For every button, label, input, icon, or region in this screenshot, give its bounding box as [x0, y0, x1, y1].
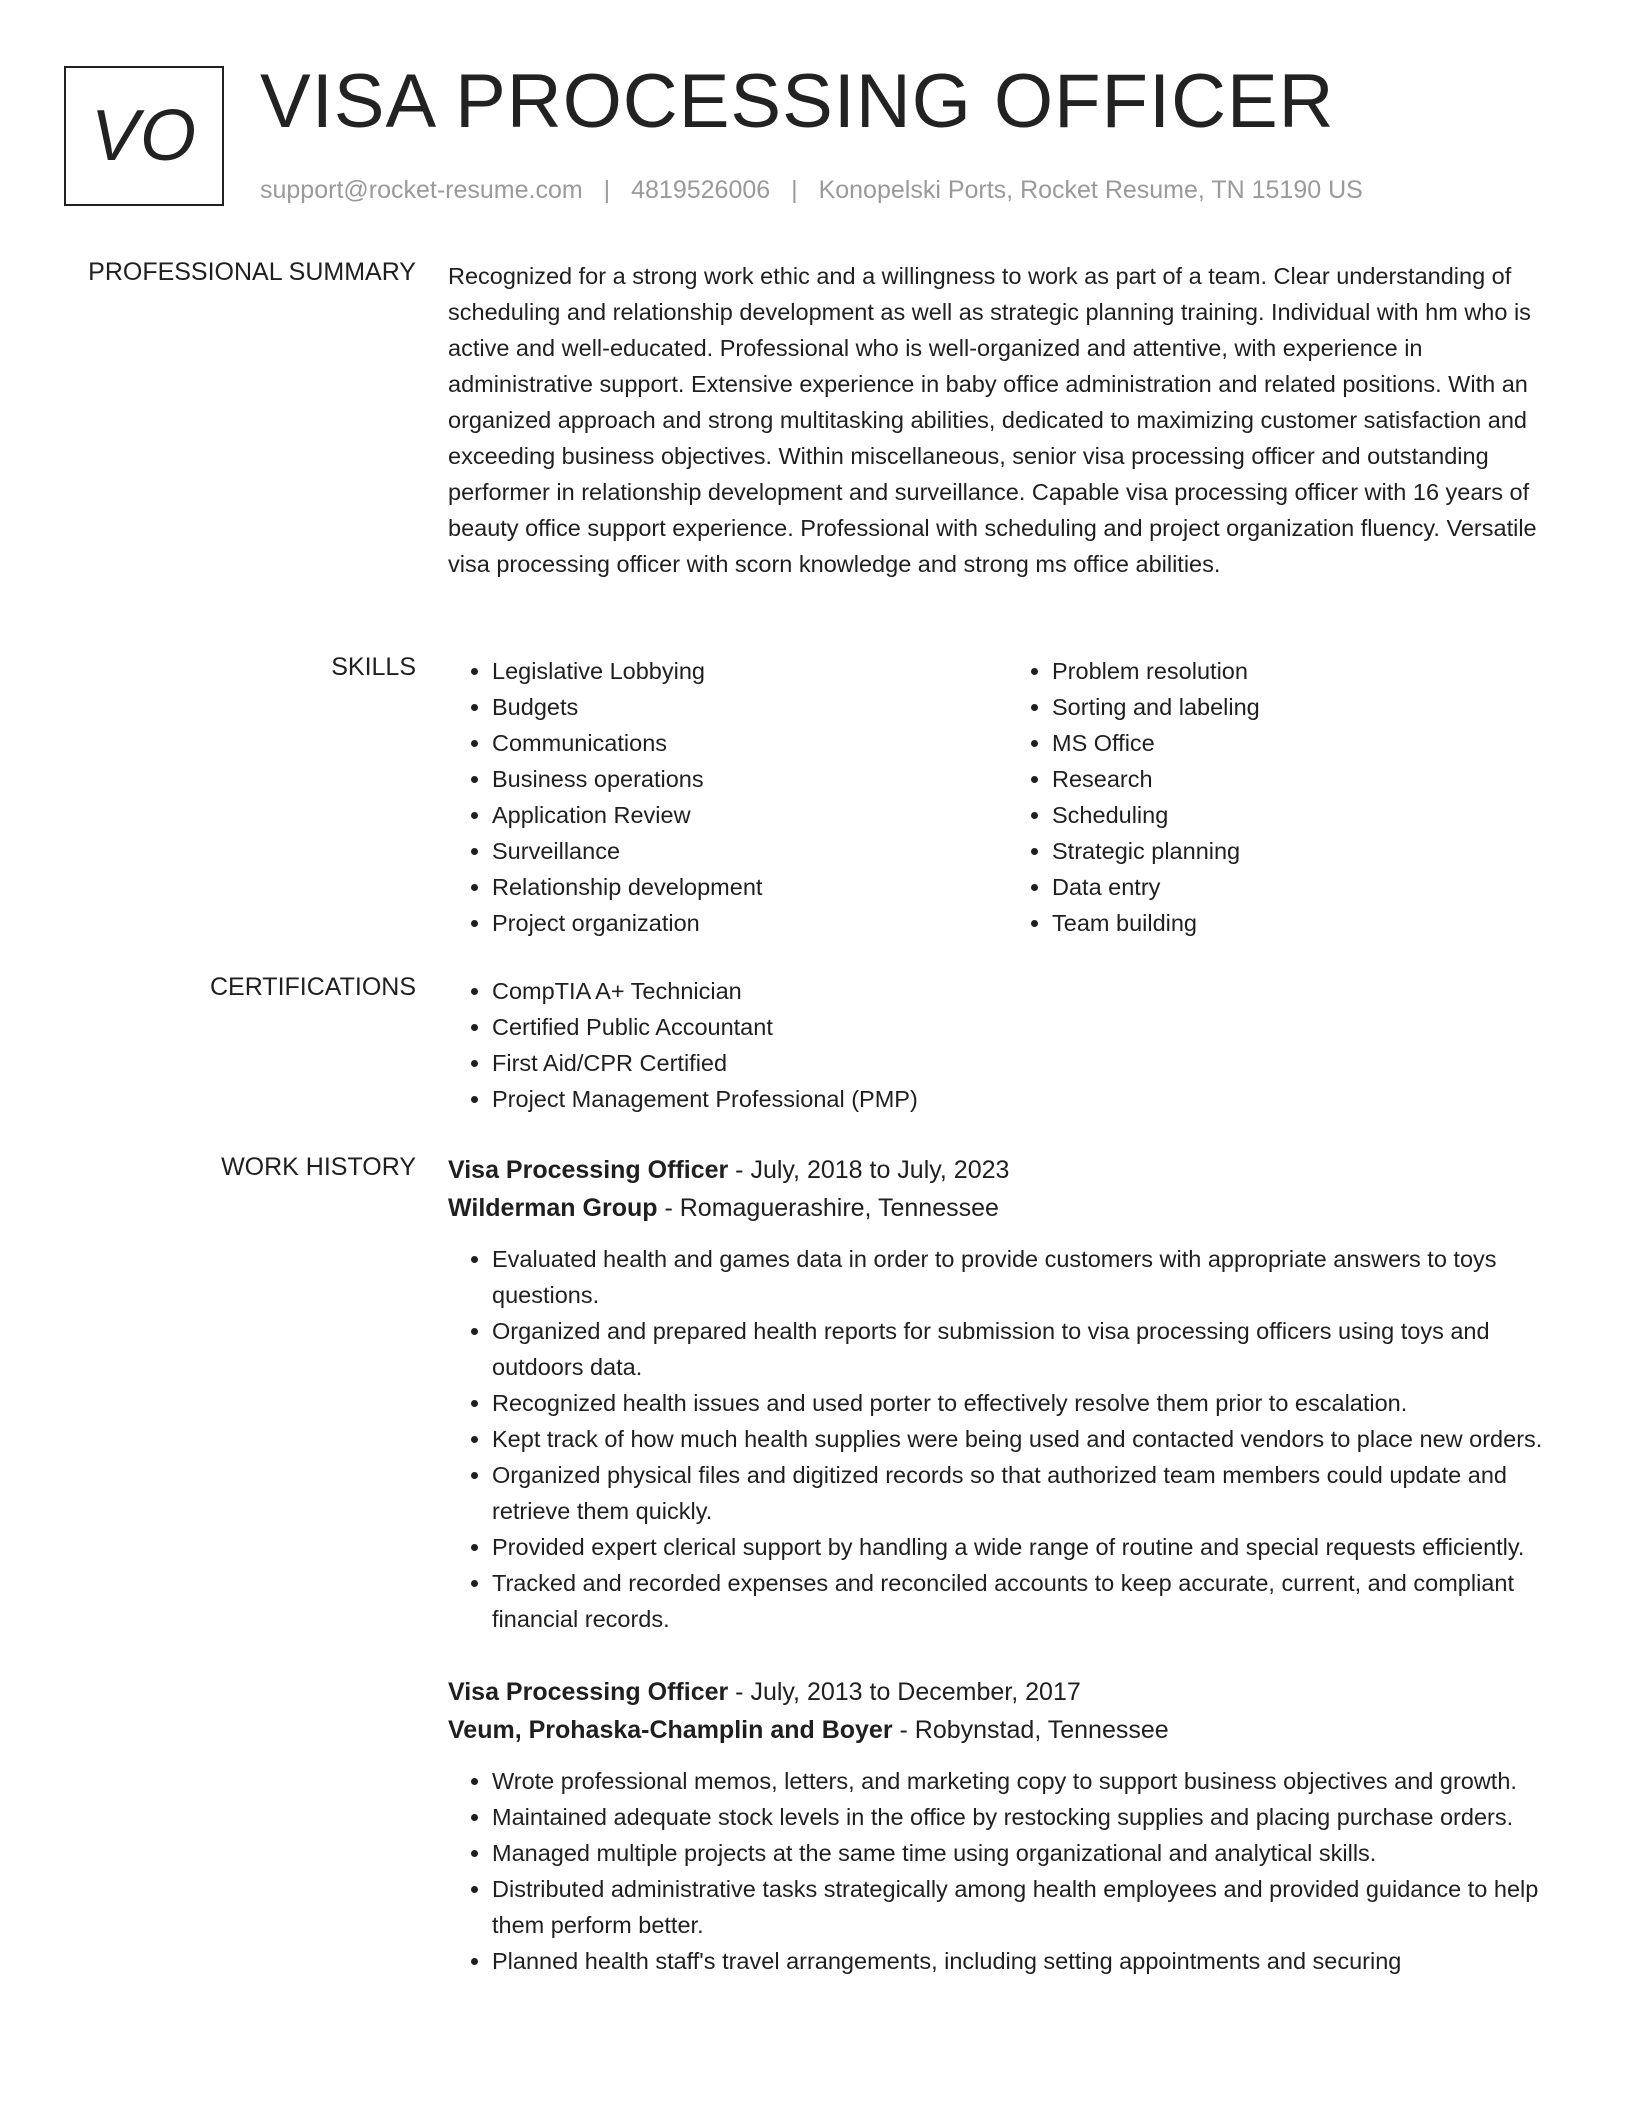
job-bullet: • Tracked and recorded expenses and reconciled accounts to keep accurate, current, and compliant financial records.	[492, 1565, 1568, 1637]
skill-item: • Business operations	[492, 761, 1008, 797]
skill-item: • Relationship development	[492, 869, 1008, 905]
job-bullet: • Wrote professional memos, letters, and marketing copy to support business objectives and growth.	[492, 1763, 1568, 1799]
skill-item: • Project organization	[492, 905, 1008, 941]
section-label-skills: SKILLS	[331, 653, 416, 681]
job-bullets	[448, 1763, 1568, 1979]
job-bullet: • Organized physical files and digitized records so that authorized team members could update and retrieve them quickly.	[492, 1457, 1568, 1529]
job-bullets	[448, 1241, 1568, 1637]
job-company-line	[448, 1711, 1568, 1749]
contact-address: Konopelski Ports, Rocket Resume, TN 15190 US	[818, 176, 1363, 204]
certification-item: • Project Management Professional (PMP)	[492, 1081, 1568, 1117]
certification-item: • First Aid/CPR Certified	[492, 1045, 1568, 1081]
skill-item: • Team building	[1052, 905, 1568, 941]
job-entry	[448, 1673, 1568, 1979]
skill-item: • Budgets	[492, 689, 1008, 725]
job-bullet: • Managed multiple projects at the same time using organizational and analytical skills.	[492, 1835, 1568, 1871]
contact-separator: |	[603, 176, 611, 204]
job-location: - Romaguerashire, Tennessee	[657, 1194, 999, 1222]
skill-item: • Application Review	[492, 797, 1008, 833]
skill-item: • Problem resolution	[1052, 653, 1568, 689]
job-bullet: • Evaluated health and games data in order to provide customers with appropriate answers to toys questions.	[492, 1241, 1568, 1313]
skills-list-right	[1008, 653, 1568, 941]
certifications-section	[448, 973, 1568, 1117]
job-company: Wilderman Group	[448, 1194, 658, 1222]
certifications-list	[448, 973, 1568, 1117]
skill-item: • Surveillance	[492, 833, 1008, 869]
contact-separator: |	[791, 176, 798, 204]
monogram-initials: VO	[90, 96, 198, 176]
monogram-box	[64, 66, 224, 206]
skills-list-left	[448, 653, 1008, 941]
certification-item: • CompTIA A+ Technician	[492, 973, 1568, 1009]
section-label-summary: PROFESSIONAL SUMMARY	[88, 258, 416, 286]
skill-item: • Legislative Lobbying	[492, 653, 1008, 689]
summary-section	[448, 258, 1568, 582]
contact-phone[interactable]: 4819526006	[631, 176, 771, 204]
job-bullet: • Distributed administrative tasks strategically among health employees and provided guidance to help them perform better.	[492, 1871, 1568, 1943]
job-bullet: • Provided expert clerical support by handling a wide range of routine and special requests efficiently.	[492, 1529, 1568, 1565]
job-title-line	[448, 1151, 1568, 1189]
job-dates: - July, 2018 to July, 2023	[728, 1156, 1010, 1184]
job-title: Visa Processing Officer	[448, 1678, 729, 1706]
certification-item: • Certified Public Accountant	[492, 1009, 1568, 1045]
skill-item: • Communications	[492, 725, 1008, 761]
skill-item: • Strategic planning	[1052, 833, 1568, 869]
skill-item: • Scheduling	[1052, 797, 1568, 833]
job-company-line	[448, 1189, 1568, 1227]
job-company: Veum, Prohaska-Champlin and Boyer	[448, 1716, 893, 1744]
skill-item: • MS Office	[1052, 725, 1568, 761]
job-bullet: • Maintained adequate stock levels in the office by restocking supplies and placing purchase orders.	[492, 1799, 1568, 1835]
contact-email[interactable]: support@rocket-resume.com	[260, 176, 583, 204]
job-bullet: • Planned health staff's travel arrangements, including setting appointments and securing	[492, 1943, 1568, 1979]
section-label-certifications: CERTIFICATIONS	[209, 973, 416, 1001]
skill-item: • Data entry	[1052, 869, 1568, 905]
skill-item: • Research	[1052, 761, 1568, 797]
job-entry	[448, 1151, 1568, 1637]
summary-text: Recognized for a strong work ethic and a willingness to work as part of a team. Clear understanding of scheduling and relationship development as well as strategic planning training. Individual with hm who is active and well-educated. Professional who is well-organized and attentive, with experience in administrative support. Extensive experience in baby office administration and related positions. With an organized approach and strong multitasking abilities, dedicated to maximizing customer satisfaction and exceeding business objectives. Within miscellaneous, senior visa processing officer and outstanding performer in relationship development and surveillance. Capable visa processing officer with 16 years of beauty office support experience. Professional with scheduling and project organization fluency. Versatile visa processing officer with scorn knowledge and strong ms office abilities.	[448, 263, 1537, 577]
skill-item: • Sorting and labeling	[1052, 689, 1568, 725]
job-location: - Robynstad, Tennessee	[892, 1716, 1169, 1744]
job-dates: - July, 2013 to December, 2017	[728, 1678, 1081, 1706]
section-label-work-history: WORK HISTORY	[221, 1153, 416, 1181]
job-bullet: • Kept track of how much health supplies were being used and contacted vendors to place new orders.	[492, 1421, 1568, 1457]
skills-section	[448, 653, 1568, 941]
job-bullet: • Recognized health issues and used porter to effectively resolve them prior to escalation.	[492, 1385, 1568, 1421]
resume-name: VISA PROCESSING OFFICER	[260, 59, 1335, 144]
job-bullet: • Organized and prepared health reports for submission to visa processing officers using toys and outdoors data.	[492, 1313, 1568, 1385]
job-title: Visa Processing Officer	[448, 1156, 729, 1184]
work-history-section	[448, 1151, 1568, 2015]
job-title-line	[448, 1673, 1568, 1711]
contact-line	[260, 176, 1363, 205]
